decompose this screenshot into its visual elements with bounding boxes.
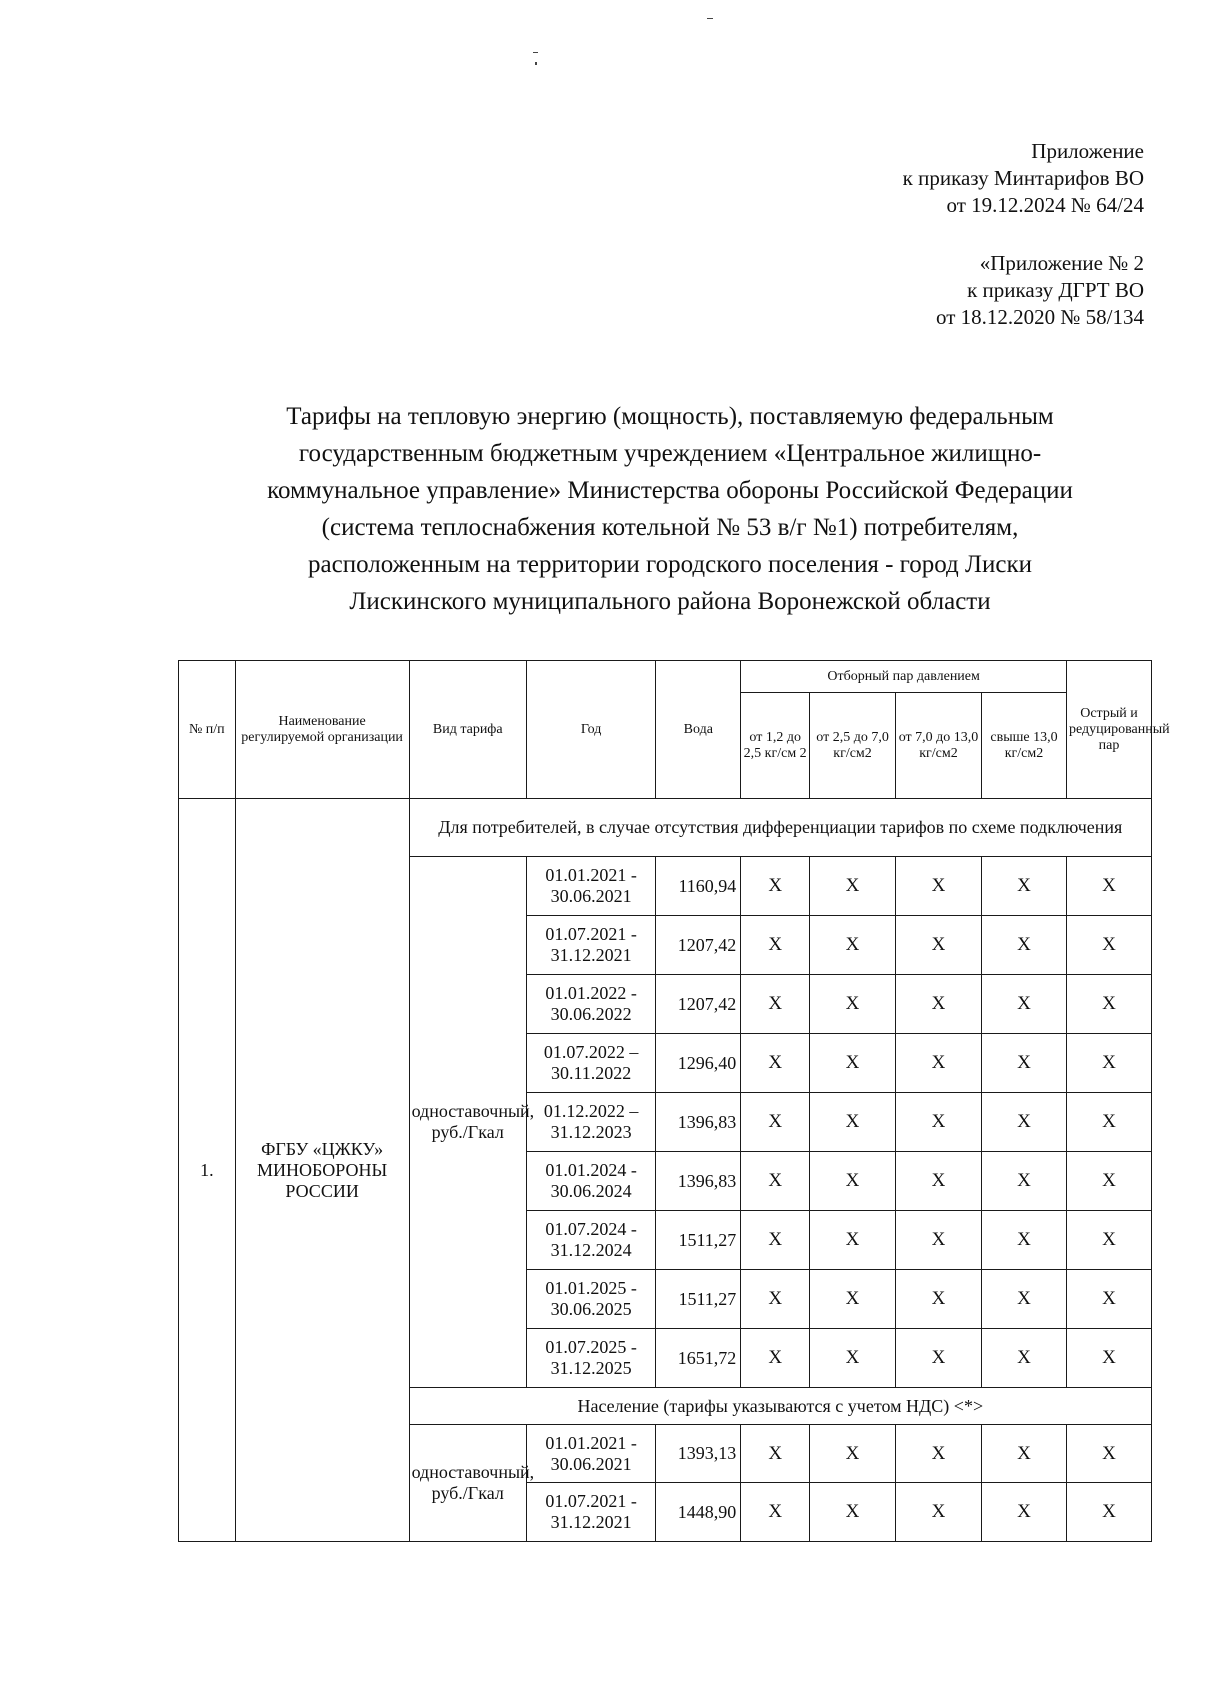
header-steam-4: свыше 13,0 кг/см2 (982, 693, 1067, 799)
period-cell: 01.01.2021 - 30.06.2021 (526, 857, 655, 916)
header-tariff-type: Вид тарифа (409, 661, 526, 799)
appendix-header-line: к приказу Минтарифов ВО (902, 166, 1144, 190)
steam-4-cell: X (982, 1093, 1067, 1152)
title-line: Лискинского муниципального района Воронежской области (349, 588, 991, 615)
steam-4-cell: X (982, 916, 1067, 975)
steam-3-cell: X (896, 857, 982, 916)
steam-3-cell: X (896, 975, 982, 1034)
scan-speck (533, 52, 538, 53)
title-line: государственным бюджетным учреждением «Центральное жилищно- (298, 440, 1042, 467)
steam-4-cell: X (982, 1425, 1067, 1483)
steam-1-cell: X (741, 916, 810, 975)
period-cell: 01.12.2022 – 31.12.2023 (526, 1093, 655, 1152)
steam-3-cell: X (896, 1483, 982, 1542)
original-appendix-header (936, 250, 1144, 331)
period-cell: 01.07.2021 - 31.12.2021 (526, 1483, 655, 1542)
steam-1-cell: X (741, 1152, 810, 1211)
steam-1-cell: X (741, 1093, 810, 1152)
steam-1-cell: X (741, 1211, 810, 1270)
sharp-steam-cell: X (1066, 1211, 1151, 1270)
title-line: расположенным на территории городского поселения - город Лиски (308, 551, 1032, 578)
steam-2-cell: X (810, 1211, 896, 1270)
appendix-header-line: «Приложение № 2 (979, 251, 1144, 275)
steam-4-cell: X (982, 857, 1067, 916)
water-value: 1207,42 (656, 916, 741, 975)
row-number: 1. (179, 799, 236, 1542)
sharp-steam-cell: X (1066, 1329, 1151, 1388)
steam-1-cell: X (741, 1483, 810, 1542)
steam-2-cell: X (810, 1152, 896, 1211)
section-title-population: Население (тарифы указываются с учетом НДС) <*> (409, 1388, 1151, 1425)
steam-2-cell: X (810, 1093, 896, 1152)
header-steam-group: Отборный пар давлением (741, 661, 1067, 693)
water-value: 1393,13 (656, 1425, 741, 1483)
period-cell: 01.07.2021 - 31.12.2021 (526, 916, 655, 975)
sharp-steam-cell: X (1066, 975, 1151, 1034)
period-cell: 01.01.2021 - 30.06.2021 (526, 1425, 655, 1483)
sharp-steam-cell: X (1066, 1152, 1151, 1211)
steam-1-cell: X (741, 857, 810, 916)
sharp-steam-cell: X (1066, 857, 1151, 916)
tariff-type-cell: одноставочный, руб./Гкал (409, 857, 526, 1388)
steam-2-cell: X (810, 975, 896, 1034)
steam-2-cell: X (810, 1270, 896, 1329)
steam-3-cell: X (896, 1034, 982, 1093)
steam-1-cell: X (741, 1270, 810, 1329)
header-steam-1: от 1,2 до 2,5 кг/см 2 (741, 693, 810, 799)
steam-2-cell: X (810, 1329, 896, 1388)
water-value: 1207,42 (656, 975, 741, 1034)
steam-4-cell: X (982, 1483, 1067, 1542)
appendix-header-line: от 18.12.2020 № 58/134 (935, 305, 1144, 329)
water-value: 1296,40 (656, 1034, 741, 1093)
steam-4-cell: X (982, 1270, 1067, 1329)
document-title (130, 398, 1210, 620)
steam-1-cell: X (741, 1425, 810, 1483)
steam-4-cell: X (982, 975, 1067, 1034)
title-line: Тарифы на тепловую энергию (мощность), поставляемую федеральным (286, 403, 1054, 430)
water-value: 1396,83 (656, 1093, 741, 1152)
steam-3-cell: X (896, 1093, 982, 1152)
sharp-steam-cell: X (1066, 916, 1151, 975)
scan-speck (535, 62, 537, 65)
steam-1-cell: X (741, 1329, 810, 1388)
header-water: Вода (656, 661, 741, 799)
period-cell: 01.01.2024 - 30.06.2024 (526, 1152, 655, 1211)
organization-name: ФГБУ «ЦЖКУ» МИНОБОРОНЫ РОССИИ (235, 799, 409, 1542)
header-steam-3: от 7,0 до 13,0 кг/см2 (896, 693, 982, 799)
steam-3-cell: X (896, 1425, 982, 1483)
steam-2-cell: X (810, 857, 896, 916)
period-cell: 01.01.2025 - 30.06.2025 (526, 1270, 655, 1329)
section-title-consumers: Для потребителей, в случае отсутствия дифференциации тарифов по схеме подключения (409, 799, 1151, 857)
steam-4-cell: X (982, 1211, 1067, 1270)
header-sharp-steam: Острый и редуцированный пар (1066, 661, 1151, 799)
header-year: Год (526, 661, 655, 799)
sharp-steam-cell: X (1066, 1270, 1151, 1329)
steam-3-cell: X (896, 1329, 982, 1388)
steam-1-cell: X (741, 1034, 810, 1093)
sharp-steam-cell: X (1066, 1483, 1151, 1542)
period-cell: 01.07.2024 - 31.12.2024 (526, 1211, 655, 1270)
sharp-steam-cell: X (1066, 1034, 1151, 1093)
steam-3-cell: X (896, 1270, 982, 1329)
water-value: 1160,94 (656, 857, 741, 916)
steam-2-cell: X (810, 1034, 896, 1093)
appendix-header-line: к приказу ДГРТ ВО (967, 278, 1144, 302)
header-num: № п/п (179, 661, 236, 799)
title-line: (система теплоснабжения котельной № 53 в/г №1) потребителям, (321, 514, 1019, 541)
appendix-header-line: от 19.12.2024 № 64/24 (946, 193, 1144, 217)
water-value: 1511,27 (656, 1270, 741, 1329)
steam-2-cell: X (810, 1425, 896, 1483)
period-cell: 01.07.2022 – 30.11.2022 (526, 1034, 655, 1093)
water-value: 1448,90 (656, 1483, 741, 1542)
period-cell: 01.07.2025 - 31.12.2025 (526, 1329, 655, 1388)
steam-3-cell: X (896, 1211, 982, 1270)
header-organization: Наименование регулируемой организации (235, 661, 409, 799)
steam-2-cell: X (810, 1483, 896, 1542)
steam-4-cell: X (982, 1329, 1067, 1388)
steam-4-cell: X (982, 1152, 1067, 1211)
header-steam-2: от 2,5 до 7,0 кг/см2 (810, 693, 896, 799)
steam-3-cell: X (896, 916, 982, 975)
period-cell: 01.01.2022 - 30.06.2022 (526, 975, 655, 1034)
appendix-header (903, 138, 1144, 219)
water-value: 1651,72 (656, 1329, 741, 1388)
steam-4-cell: X (982, 1034, 1067, 1093)
title-line: коммунальное управление» Министерства обороны Российской Федерации (267, 477, 1073, 504)
sharp-steam-cell: X (1066, 1425, 1151, 1483)
appendix-header-line: Приложение (1031, 139, 1144, 163)
scan-speck (707, 18, 713, 19)
steam-3-cell: X (896, 1152, 982, 1211)
water-value: 1511,27 (656, 1211, 741, 1270)
water-value: 1396,83 (656, 1152, 741, 1211)
tariff-type-cell: одноставочный, руб./Гкал (409, 1425, 526, 1542)
steam-1-cell: X (741, 975, 810, 1034)
sharp-steam-cell: X (1066, 1093, 1151, 1152)
tariff-table (178, 660, 1170, 1542)
steam-2-cell: X (810, 916, 896, 975)
